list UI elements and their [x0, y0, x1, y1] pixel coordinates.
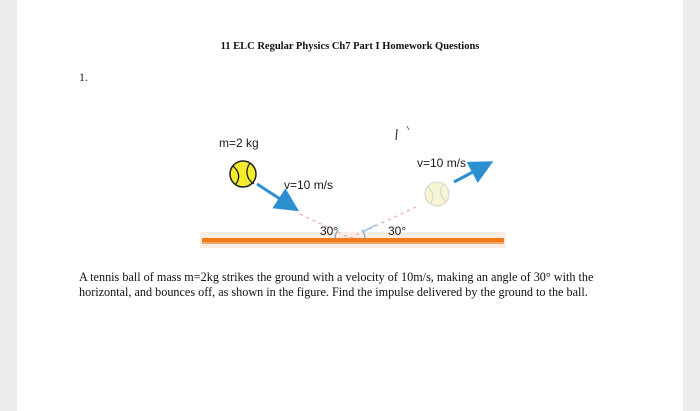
page-title: 11 ELC Regular Physics Ch7 Part I Homework Questions: [220, 41, 480, 52]
incoming-velocity-label: v=10 m/s: [284, 178, 334, 192]
cursor-mark: [396, 126, 409, 140]
document-page: [17, 0, 683, 411]
question-number: 1.: [79, 70, 88, 84]
question-text: A tennis ball of mass m=2kg strikes the ground with a velocity of 10m/s, making an angle of 30° with the horizontal, and bounces off, as shown in the figure. Find the impulse delivered by the ground to the ball.: [79, 270, 594, 299]
outgoing-velocity-label: v=10 m/s: [417, 156, 467, 170]
left-angle-label: 30°: [320, 224, 339, 238]
outgoing-ball: [425, 182, 449, 206]
mass-label: m=2 kg: [219, 136, 259, 150]
incoming-ball: [230, 161, 256, 187]
bounce-tick: [364, 225, 376, 231]
tennis-ball-figure: [200, 122, 506, 255]
ground-shadow: [202, 242, 504, 244]
ground-line: [202, 238, 504, 242]
right-angle-label: 30°: [388, 224, 407, 238]
